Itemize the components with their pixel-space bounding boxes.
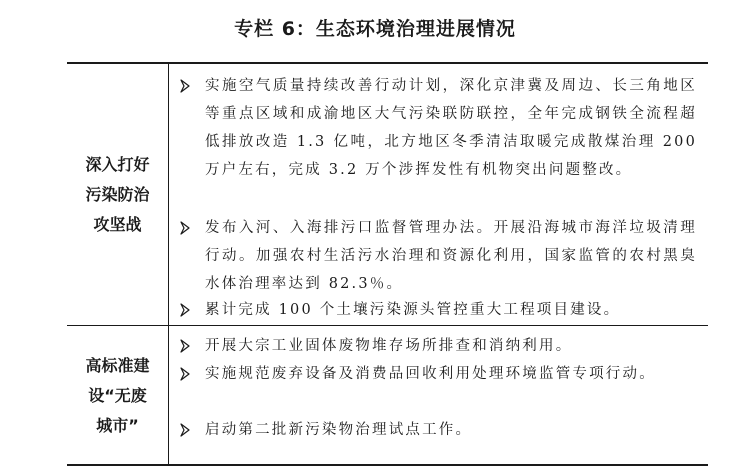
page-title: 专栏 6：生态环境治理进展情况 — [234, 18, 516, 40]
category-label: 高标准建设“无废城市” — [85, 356, 150, 435]
info-table — [67, 62, 708, 466]
list-item-text: 实施规范废弃设备及消费品回收利用处理环境监管专项行动。 — [205, 366, 656, 382]
category-cell — [67, 64, 169, 325]
list-item-text: 实施空气质量持续改善行动计划，深化京津冀及周边、长三角地区等重点区域和成渝地区大气污染联防联控，全年完成钢铁全流程超低排放改造 1.3 亿吨，北方地区冬季清洁取暖完成散煤治理 200 万户左右，完成 3.2 万个涉挥发性有机物突出问题整改。 — [205, 78, 697, 178]
list-item-text: 启动第二批新污染物治理试点工作。 — [205, 422, 473, 438]
list-item-text: 开展大宗工业固体废物堆存场所排查和消纳利用。 — [205, 338, 573, 354]
list-item-text: 累计完成 100 个土壤污染源头管控重大工程项目建设。 — [205, 302, 621, 318]
hollow-arrow-bullet-icon — [179, 78, 193, 94]
hollow-arrow-bullet-icon — [179, 302, 193, 318]
hollow-arrow-bullet-icon — [179, 366, 193, 382]
table-row — [67, 64, 708, 326]
table-row — [67, 326, 708, 466]
category-label: 深入打好污染防治攻坚战 — [85, 154, 150, 234]
hollow-arrow-bullet-icon — [179, 422, 193, 438]
category-cell — [67, 326, 169, 466]
hollow-arrow-bullet-icon — [179, 338, 193, 354]
list-item-text: 发布入河、入海排污口监督管理办法。开展沿海城市海洋垃圾清理行动。加强农村生活污水治理和资源化利用，国家监管的农村黑臭水体治理率达到 82.3％。 — [205, 220, 697, 292]
hollow-arrow-bullet-icon — [179, 220, 193, 236]
